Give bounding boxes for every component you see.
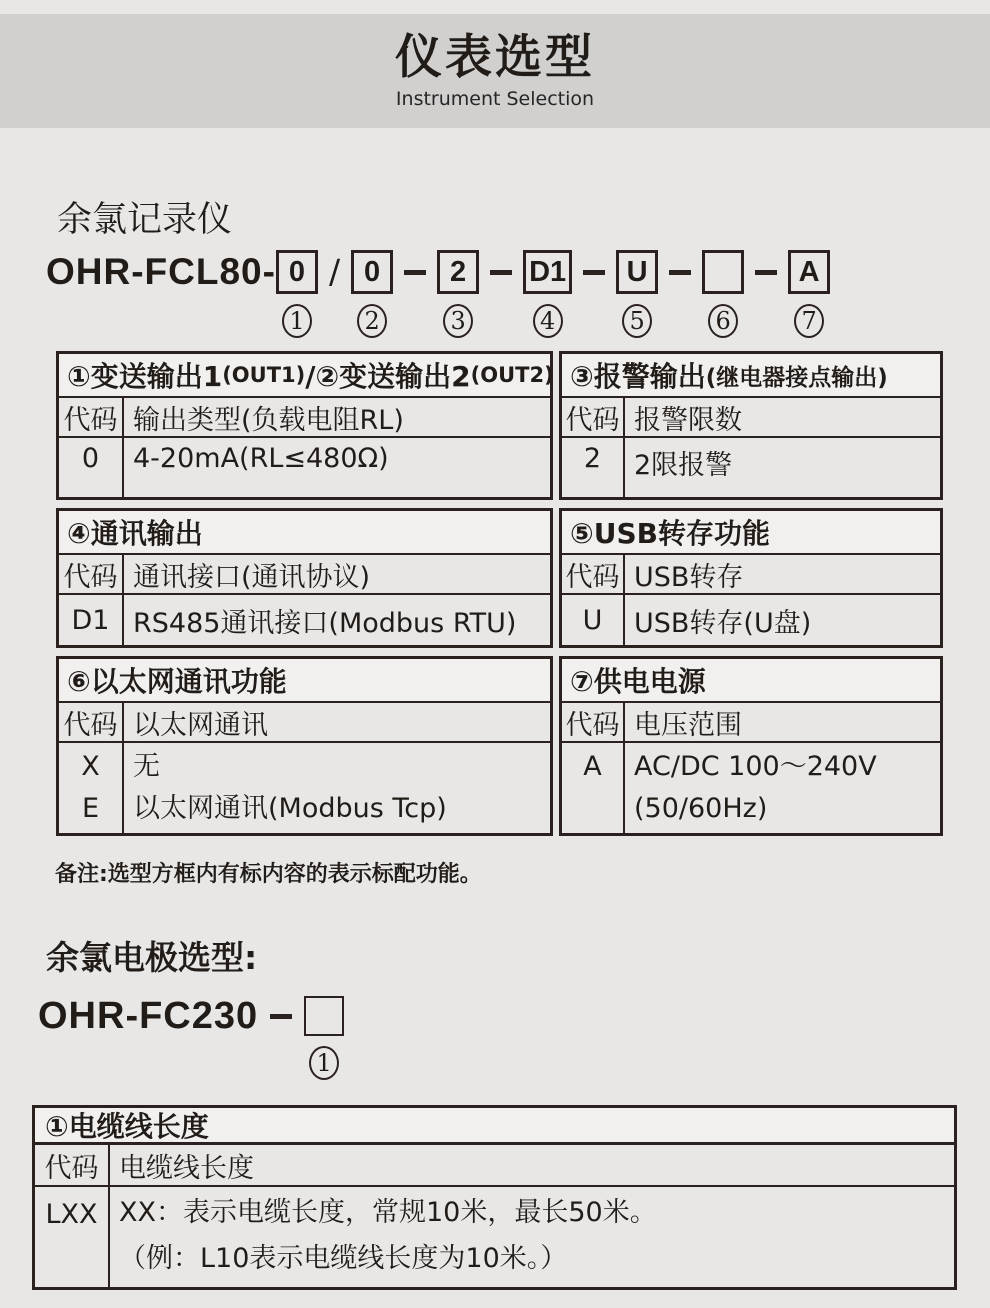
model-segment-5 [616,250,658,338]
desc-value: USB转存(U盘) [634,607,812,639]
desc-value: 无 以太网通讯(Modbus Tcp) [133,751,447,824]
circle-marker-4: 4 [533,304,563,338]
code-box-2: 0 [351,250,393,294]
code-value: X E [59,743,124,833]
section-header-transmit-output: ①变送输出1 (OUT1) /②变送输出2 (OUT2) [59,354,550,398]
code-value: U [562,595,625,645]
selection-table [56,351,990,836]
section-usb [559,508,943,648]
code-box-5: U [616,250,658,294]
table-subheader-row [562,703,940,743]
model-segment-6 [702,250,744,338]
circle-marker-7: 7 [794,304,824,338]
dash-separator [755,250,777,294]
code-box-7: A [788,250,830,294]
dash-separator [583,250,605,294]
desc-label: 以太网通讯 [133,710,268,741]
table-row [35,1187,954,1287]
dash-separator [404,250,426,294]
table-row [562,438,940,497]
section-power [559,656,943,836]
section-transmit-output [56,351,553,500]
page-subtitle: Instrument Selection [395,88,595,110]
page-title: 仪表选型 [395,30,595,85]
section-ethernet [56,656,553,836]
desc-label: 电缆线长度 [119,1152,254,1184]
model-segment-7 [788,250,830,338]
desc-label: USB转存 [634,562,744,593]
code-label: 代码 [35,1145,110,1185]
desc-label: 报警限数 [634,405,742,436]
desc-label: 输出类型(负载电阻RL) [133,405,404,436]
code-value: LXX [35,1187,110,1287]
section-header-ethernet: ⑥以太网通讯功能 [59,659,550,703]
section-header-usb: ⑤USB转存功能 [562,511,940,555]
table-subheader-row [35,1145,954,1187]
desc-value: XX：表示电缆长度，常规10米，最长50米。 （例：L10表示电缆线长度为10米。） [119,1197,657,1274]
recorder-heading: 余氯记录仪 [57,200,233,240]
electrode-model-segment [304,996,344,1080]
code-value: D1 [59,595,124,645]
code-box-1: 0 [276,250,318,294]
note-text: 备注:选型方框内有标内容的表示标配功能。 [55,862,482,887]
table-subheader-row [562,398,940,438]
electrode-code-box-empty [304,996,344,1036]
table-row [59,743,550,833]
section-header-power: ⑦供电电源 [562,659,940,703]
dash-separator [669,250,691,294]
model-segment-1 [276,250,318,338]
table-subheader-row [59,703,550,743]
code-value: 2 [562,438,625,497]
circle-marker-3: 3 [443,304,473,338]
code-label: 代码 [59,703,124,742]
desc-value: AC/DC 100～240V (50/60Hz) [634,751,877,824]
section-header-comm-output: ④通讯输出 [59,511,550,555]
circle-marker-2: 2 [357,304,387,338]
dash-separator [490,250,512,294]
section-alarm-output [559,351,943,500]
section-header-alarm-output: ③报警输出 (继电器接点输出) [562,354,940,398]
table-subheader-row [59,398,550,438]
cable-table-header: ①电缆线长度 [35,1108,954,1145]
desc-label: 通讯接口(通讯协议) [133,562,371,593]
desc-value: RS485通讯接口(Modbus RTU) [133,607,517,639]
model-segment-4 [523,250,572,338]
code-label: 代码 [562,398,625,437]
electrode-model-code [38,996,990,1080]
model-prefix: OHR-FCL80- [46,251,276,292]
slash-separator: / [328,252,341,291]
table-row [59,438,550,497]
title-band [0,14,990,128]
code-label: 代码 [562,555,625,594]
table-subheader-row [562,555,940,595]
code-label: 代码 [59,398,124,437]
circle-marker-1: 1 [282,304,312,338]
cable-length-table [32,1105,957,1290]
code-box-4: D1 [523,250,572,294]
code-value: A [562,743,625,833]
desc-value: 4-20mA(RL≤480Ω) [133,443,389,474]
circle-marker-1: 1 [309,1046,339,1080]
table-row [562,743,940,833]
circle-marker-5: 5 [622,304,652,338]
selection-table-left-column [56,351,553,836]
table-row [562,595,940,645]
code-box-3: 2 [437,250,479,294]
dash-separator [270,996,292,1036]
selection-table-right-column [559,351,943,836]
code-box-6-empty [702,250,744,294]
code-label: 代码 [562,703,625,742]
desc-label: 电压范围 [634,710,742,741]
code-label: 代码 [59,555,124,594]
model-segment-3 [437,250,479,338]
electrode-model-prefix: OHR-FC230 [38,995,259,1037]
circle-marker-6: 6 [708,304,738,338]
table-subheader-row [59,555,550,595]
desc-value: 2限报警 [634,450,733,481]
table-row [59,595,550,645]
electrode-heading: 余氯电极选型: [46,938,258,977]
code-value: 0 [59,438,124,497]
section-comm-output [56,508,553,648]
recorder-model-code [46,250,990,338]
model-segment-2 [351,250,393,338]
